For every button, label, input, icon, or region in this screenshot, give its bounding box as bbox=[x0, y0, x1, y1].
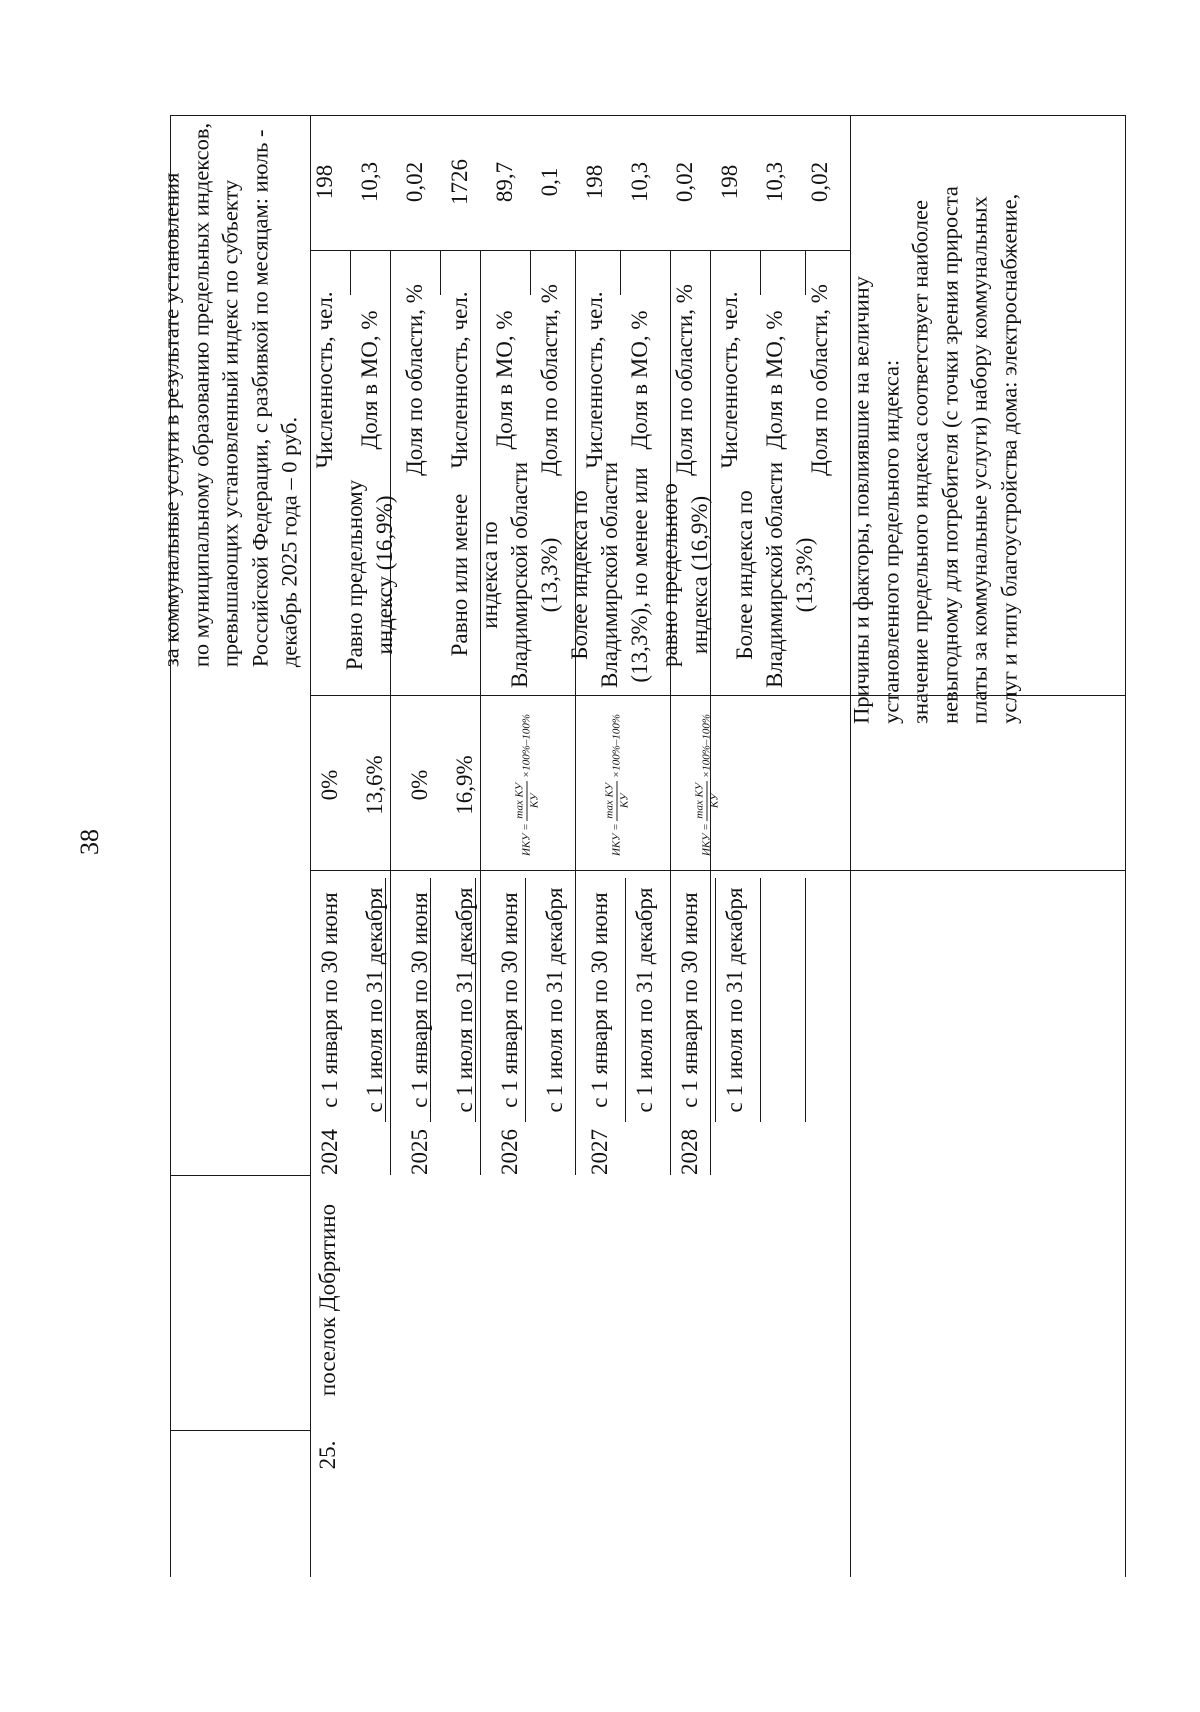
period-cell: с 1 июля по 31 декабря bbox=[722, 887, 747, 1113]
group-label-line: Более индекса по bbox=[567, 490, 592, 660]
closing-paragraph-line: Причины и факторы, повлиявшие на величину bbox=[848, 276, 874, 724]
period-cell: с 1 июля по 31 декабря bbox=[632, 887, 657, 1113]
metric-label: Доля по области, % bbox=[672, 284, 697, 476]
table-rule bbox=[480, 1122, 481, 1175]
group-label bbox=[730, 462, 820, 688]
closing-paragraph-line: платы за коммунальные услуги) набору коммунальных bbox=[966, 196, 992, 724]
year-cell: 2027 bbox=[587, 1129, 612, 1175]
period-cell: с 1 января по 30 июня bbox=[587, 892, 612, 1108]
metric-value: 89,7 bbox=[492, 161, 517, 203]
group-label-line: Владимирской области bbox=[507, 461, 532, 689]
metric-value: 1726 bbox=[447, 159, 472, 205]
group-label bbox=[340, 480, 400, 670]
group-label-line: Равно или менее bbox=[447, 493, 472, 657]
metric-label: Доля по области, % bbox=[807, 284, 832, 476]
row-number: 25. bbox=[315, 1440, 340, 1470]
table-rule bbox=[390, 1122, 391, 1175]
intro-paragraph bbox=[156, 123, 304, 667]
group-label-line: Владимирской области bbox=[597, 461, 622, 689]
table-rule bbox=[760, 878, 761, 1122]
table-rule bbox=[170, 115, 1125, 116]
page-number: 38 bbox=[75, 829, 104, 855]
metric-label: Доля в МО, % bbox=[627, 310, 652, 450]
table-rule bbox=[805, 878, 806, 1122]
index-cell: 0% bbox=[407, 769, 432, 801]
table-rule bbox=[390, 695, 391, 1175]
closing-paragraph bbox=[847, 186, 1024, 724]
group-label-line: равно предельного bbox=[657, 483, 682, 667]
municipality-name: поселок Добрятино bbox=[315, 1203, 340, 1397]
metric-label: Доля в МО, % bbox=[492, 310, 517, 450]
table-rule bbox=[170, 1430, 310, 1431]
table-rule bbox=[1125, 115, 1126, 1577]
table-rule bbox=[715, 878, 716, 1122]
index-formula: ИКУ = max КУ КУ ×100%–100% bbox=[693, 713, 721, 857]
formula-lhs: ИКУ bbox=[610, 833, 623, 857]
group-label-line: (13,3%) bbox=[537, 537, 562, 613]
period-cell: с 1 июля по 31 декабря bbox=[542, 887, 567, 1113]
metric-value: 0,02 bbox=[807, 161, 832, 203]
group-label-line: Равно предельному bbox=[342, 479, 367, 671]
metric-label: Доля по области, % bbox=[402, 284, 427, 476]
table-rule bbox=[310, 870, 1125, 871]
group-label-line: индекса по bbox=[477, 521, 502, 629]
table-rule bbox=[620, 250, 621, 295]
metric-value: 0,02 bbox=[672, 161, 697, 203]
table-rule bbox=[625, 878, 626, 1122]
period-cell: с 1 января по 30 июня bbox=[677, 892, 702, 1108]
intro-paragraph-line: превышающих установленный индекс по субъекту bbox=[217, 179, 243, 668]
period-cell: с 1 января по 30 июня bbox=[497, 892, 522, 1108]
period-cell: с 1 июля по 31 декабря bbox=[452, 887, 477, 1113]
closing-paragraph-line: значение предельного индекса соответствует наиболее bbox=[907, 200, 933, 724]
metric-label: Доля по области, % bbox=[537, 284, 562, 476]
intro-paragraph-line: декабрь 2025 года – 0 руб. bbox=[276, 416, 302, 668]
table-rule bbox=[575, 1122, 576, 1175]
metric-label: Численность, чел. bbox=[447, 291, 472, 469]
index-formula: ИКУ = max КУ КУ ×100%–100% bbox=[513, 713, 541, 857]
closing-paragraph-line: невыгодному для потребителя (с точки зрения прироста bbox=[937, 186, 962, 724]
metric-label: Доля в МО, % bbox=[762, 310, 787, 450]
index-cell: 13,6% bbox=[362, 755, 387, 815]
metric-value: 10,3 bbox=[627, 161, 652, 203]
table-rule bbox=[525, 878, 526, 1122]
index-cell: 16,9% bbox=[452, 755, 477, 815]
metric-value: 198 bbox=[582, 164, 607, 200]
metric-value: 0,02 bbox=[402, 161, 427, 203]
period-cell: с 1 января по 30 июня bbox=[317, 892, 342, 1108]
metric-label: Доля в МО, % bbox=[357, 310, 382, 450]
group-label bbox=[445, 462, 565, 688]
group-label-line: индекса (16,9%) bbox=[687, 495, 712, 655]
table-rule bbox=[710, 1122, 711, 1175]
intro-paragraph-line: по муниципальному образованию предельных индексов, bbox=[187, 122, 213, 668]
table-rule bbox=[575, 878, 576, 1122]
group-label-line: Более индекса по bbox=[732, 490, 757, 660]
table-rule bbox=[440, 250, 441, 295]
closing-paragraph-line: услуг и типу благоустройства дома: электроснабжение, bbox=[996, 193, 1021, 724]
metric-value: 0,1 bbox=[537, 167, 562, 197]
closing-paragraph-line: установленного предельного индекса: bbox=[878, 359, 903, 724]
group-label-line: индексу (16,9%) bbox=[372, 495, 397, 655]
table-rule bbox=[480, 695, 481, 1175]
group-label-line: Владимирской области bbox=[762, 461, 787, 689]
index-formula: ИКУ = max КУ КУ ×100%–100% bbox=[603, 713, 631, 857]
metric-label: Численность, чел. bbox=[582, 291, 607, 469]
table-rule bbox=[670, 1122, 671, 1175]
metric-value: 198 bbox=[312, 164, 337, 200]
intro-paragraph-line: за коммунальные услуги в результате установления bbox=[158, 172, 184, 668]
group-label bbox=[565, 462, 715, 688]
table-rule bbox=[760, 250, 761, 295]
year-cell: 2024 bbox=[317, 1129, 342, 1175]
metric-label: Численность, чел. bbox=[717, 291, 742, 469]
index-cell: 0% bbox=[317, 769, 342, 801]
year-cell: 2028 bbox=[677, 1129, 702, 1175]
metric-value: 198 bbox=[717, 164, 742, 200]
intro-paragraph-line: Российской Федерации, с разбивкой по месяцам: июль - bbox=[246, 129, 272, 668]
period-cell: с 1 января по 30 июня bbox=[407, 892, 432, 1108]
table-rule bbox=[670, 878, 671, 1122]
metric-label: Численность, чел. bbox=[312, 291, 337, 469]
group-label-line: (13,3%), но менее или bbox=[627, 467, 652, 683]
metric-value: 10,3 bbox=[762, 161, 787, 203]
formula-lhs: ИКУ bbox=[520, 833, 533, 857]
metric-value: 10,3 bbox=[357, 161, 382, 203]
group-label-line: (13,3%) bbox=[792, 537, 817, 613]
year-cell: 2026 bbox=[497, 1129, 522, 1175]
table-rule bbox=[530, 250, 531, 295]
period-cell: с 1 июля по 31 декабря bbox=[362, 887, 387, 1113]
formula-lhs: ИКУ bbox=[700, 833, 713, 857]
table-rule bbox=[350, 250, 351, 295]
year-cell: 2025 bbox=[407, 1129, 432, 1175]
table-rule bbox=[170, 1175, 310, 1176]
